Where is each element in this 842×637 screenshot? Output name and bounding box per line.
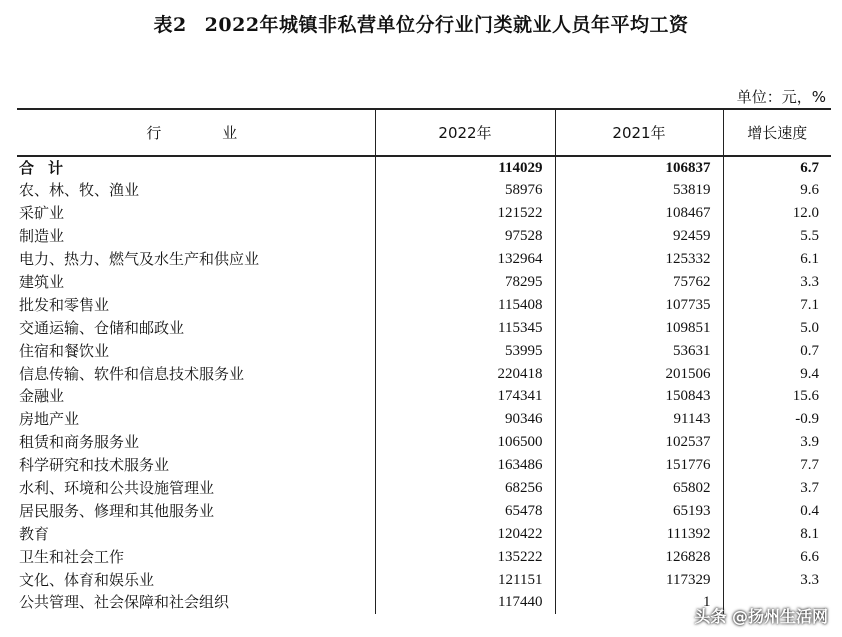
wage-2022: 163486 bbox=[375, 454, 555, 477]
growth-rate: -0.9 bbox=[723, 408, 831, 431]
wage-table bbox=[17, 108, 831, 614]
wage-2021: 1 bbox=[555, 591, 723, 614]
growth-rate: 3.3 bbox=[723, 568, 831, 591]
wage-2022: 117440 bbox=[375, 591, 555, 614]
industry-name: 文化、体育和娱乐业 bbox=[19, 570, 155, 589]
wage-2022: 115408 bbox=[375, 293, 555, 316]
industry-name: 租赁和商务服务业 bbox=[19, 433, 140, 452]
wage-2021: 150843 bbox=[555, 385, 723, 408]
table-number: 表2 bbox=[153, 14, 187, 36]
industry-name: 批发和零售业 bbox=[19, 295, 110, 314]
industry-name: 采矿业 bbox=[19, 204, 65, 223]
wage-2021: 126828 bbox=[555, 545, 723, 568]
growth-rate: 0.4 bbox=[723, 499, 831, 522]
table-row bbox=[17, 293, 831, 316]
industry-name: 居民服务、修理和其他服务业 bbox=[19, 501, 215, 520]
growth-rate: 0.7 bbox=[723, 339, 831, 362]
table-row bbox=[17, 545, 831, 568]
wage-2021: 75762 bbox=[555, 271, 723, 294]
wage-2021: 65193 bbox=[555, 499, 723, 522]
unit-note: 单位：元，% bbox=[736, 88, 826, 106]
wage-2021: 109851 bbox=[555, 316, 723, 339]
table-row bbox=[17, 431, 831, 454]
header-growth: 增长速度 bbox=[723, 109, 831, 156]
wage-2022: 120422 bbox=[375, 522, 555, 545]
growth-rate: 3.7 bbox=[723, 477, 831, 500]
industry-name: 农、林、牧、渔业 bbox=[19, 181, 140, 200]
table-row bbox=[17, 522, 831, 545]
industry-name: 公共管理、社会保障和社会组织 bbox=[19, 593, 230, 612]
wage-2021: 125332 bbox=[555, 248, 723, 271]
industry-name: 房地产业 bbox=[19, 410, 80, 429]
wage-2021: 53819 bbox=[555, 179, 723, 202]
wage-2022: 135222 bbox=[375, 545, 555, 568]
wage-2021: 117329 bbox=[555, 568, 723, 591]
table-row bbox=[17, 179, 831, 202]
wage-2021: 151776 bbox=[555, 454, 723, 477]
wage-2022: 90346 bbox=[375, 408, 555, 431]
industry-name: 卫生和社会工作 bbox=[19, 547, 125, 566]
growth-rate: 5.0 bbox=[723, 316, 831, 339]
wage-2022: 65478 bbox=[375, 499, 555, 522]
industry-name: 科学研究和技术服务业 bbox=[19, 456, 170, 475]
growth-rate: 9.4 bbox=[723, 362, 831, 385]
table-row bbox=[17, 202, 831, 225]
wage-2021: 107735 bbox=[555, 293, 723, 316]
table-row bbox=[17, 339, 831, 362]
wage-2022: 132964 bbox=[375, 248, 555, 271]
industry-name: 金融业 bbox=[19, 387, 65, 406]
wage-2022: 121151 bbox=[375, 568, 555, 591]
industry-name: 制造业 bbox=[19, 227, 65, 246]
growth-rate: 5.5 bbox=[723, 225, 831, 248]
growth-rate: 6.6 bbox=[723, 545, 831, 568]
table-row bbox=[17, 499, 831, 522]
table-row bbox=[17, 225, 831, 248]
table-body bbox=[17, 156, 831, 614]
industry-name: 建筑业 bbox=[19, 273, 65, 291]
growth-rate: 15.6 bbox=[723, 385, 831, 408]
wage-2022: 115345 bbox=[375, 316, 555, 339]
wage-2022: 97528 bbox=[375, 225, 555, 248]
wage-2022: 68256 bbox=[375, 477, 555, 500]
wage-2021: 106837 bbox=[555, 156, 723, 179]
table-row bbox=[17, 316, 831, 339]
table-row bbox=[17, 385, 831, 408]
table-row bbox=[17, 568, 831, 591]
wage-2022: 53995 bbox=[375, 339, 555, 362]
table-header-row bbox=[17, 109, 831, 156]
growth-rate: 9.6 bbox=[723, 179, 831, 202]
industry-name: 水利、环境和公共设施管理业 bbox=[19, 479, 215, 498]
wage-2021: 91143 bbox=[555, 408, 723, 431]
growth-rate: 3.3 bbox=[723, 271, 831, 294]
wage-2021: 102537 bbox=[555, 431, 723, 454]
wage-2022: 220418 bbox=[375, 362, 555, 385]
table-row bbox=[17, 408, 831, 431]
wage-2021: 111392 bbox=[555, 522, 723, 545]
industry-name: 教育 bbox=[19, 524, 50, 543]
wage-2022: 114029 bbox=[375, 156, 555, 179]
wage-2022: 78295 bbox=[375, 271, 555, 294]
table-row bbox=[17, 454, 831, 477]
document-title bbox=[0, 10, 842, 37]
growth-rate: 7.7 bbox=[723, 454, 831, 477]
table-row bbox=[17, 271, 831, 294]
table-row-total bbox=[17, 156, 831, 179]
watermark: 头条 @扬州生活网 bbox=[694, 607, 828, 626]
industry-name: 电力、热力、燃气及水生产和供应业 bbox=[19, 250, 260, 269]
table-row bbox=[17, 248, 831, 271]
wage-2021: 92459 bbox=[555, 225, 723, 248]
industry-name: 交通运输、仓储和邮政业 bbox=[19, 318, 185, 337]
industry-name: 合计 bbox=[19, 159, 78, 177]
growth-rate: 7.1 bbox=[723, 293, 831, 316]
header-2022: 2022年 bbox=[375, 109, 555, 156]
growth-rate: 12.0 bbox=[723, 202, 831, 225]
growth-rate: 6.1 bbox=[723, 248, 831, 271]
wage-2021: 201506 bbox=[555, 362, 723, 385]
wage-2022: 174341 bbox=[375, 385, 555, 408]
header-2021: 2021年 bbox=[555, 109, 723, 156]
growth-rate: 6.7 bbox=[723, 156, 831, 179]
table-row bbox=[17, 362, 831, 385]
wage-2022: 106500 bbox=[375, 431, 555, 454]
industry-name: 住宿和餐饮业 bbox=[19, 341, 110, 360]
wage-2021: 108467 bbox=[555, 202, 723, 225]
wage-2022: 58976 bbox=[375, 179, 555, 202]
wage-2021: 53631 bbox=[555, 339, 723, 362]
wage-2022: 121522 bbox=[375, 202, 555, 225]
industry-name: 信息传输、软件和信息技术服务业 bbox=[19, 364, 245, 383]
header-industry: 行 业 bbox=[17, 109, 375, 156]
growth-rate: 8.1 bbox=[723, 522, 831, 545]
growth-rate: 3.9 bbox=[723, 431, 831, 454]
table-row bbox=[17, 477, 831, 500]
wage-2021: 65802 bbox=[555, 477, 723, 500]
table-title-text: 2022年城镇非私营单位分行业门类就业人员年平均工资 bbox=[204, 14, 689, 36]
